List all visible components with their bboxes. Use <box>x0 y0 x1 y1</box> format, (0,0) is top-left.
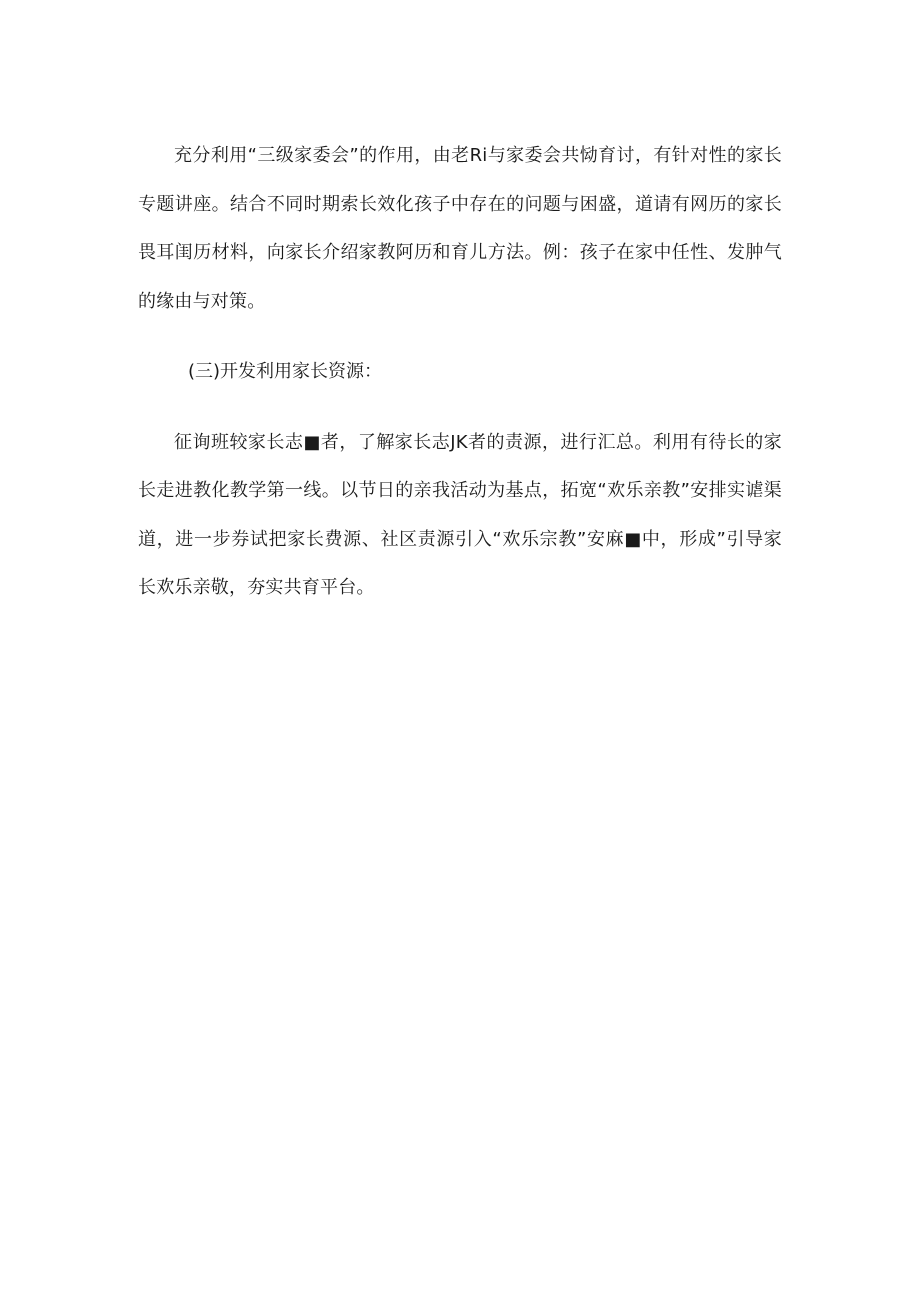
section-heading-parent-resources: (三)开发利用家长资源： <box>188 361 383 382</box>
paragraph-parent-volunteers: 征询班较家长志■者，了解家长志JK者的责源，进行汇总。利用有待长的家长走进教化教学第一线。以节日的亲我活动为基点，拓宽“欢乐亲教”安排实谑渠道，进一步券试把家长费源、社区责源引入“欢乐宗教”安麻■中，形成”引导家长欢乐亲敬，夯实共育平台。 <box>138 431 782 598</box>
paragraph-parent-committee-lectures: 充分利用“三级家委会”的作用，由老Ri与家委会共恸育讨，有针对性的家长专题讲座。结合不同时期索长效化孩子中存在的问题与困盛，道请有网历的家长畏耳闺历材料，向家长介绍家教阿历和育儿方法。例：孩子在家中任性、发肿气的缘由与对策。 <box>138 145 782 312</box>
